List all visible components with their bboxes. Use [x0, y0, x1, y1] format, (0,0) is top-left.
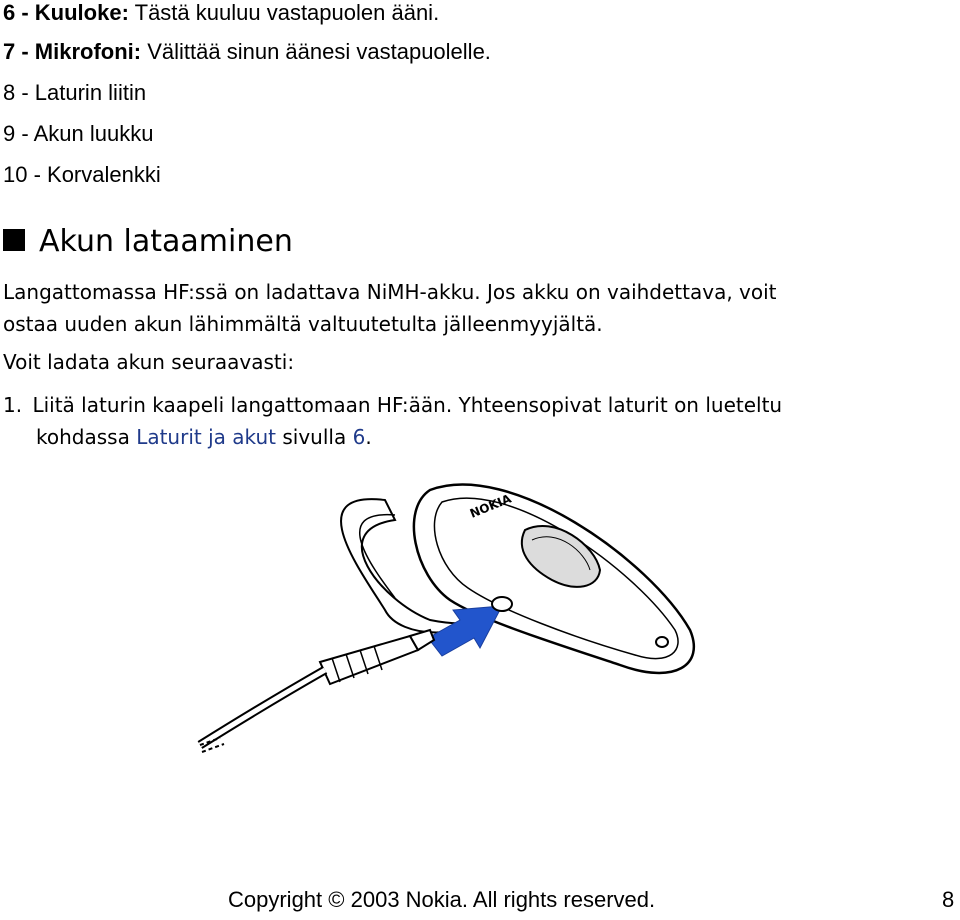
paragraph-1-line-2: ostaa uuden akun lähimmältä valtuutetulta jälleenmyyjältä. — [3, 312, 603, 336]
part-6 — [3, 0, 439, 26]
page-number: 8 — [942, 887, 955, 912]
copyright-symbol: © — [328, 887, 345, 912]
copyright-footer: Copyright © 2003 Nokia. All rights reserved. — [228, 887, 656, 912]
paragraph-2: Voit ladata akun seuraavasti: — [3, 350, 295, 374]
charger-socket — [492, 597, 512, 611]
part-6-term: 6 - Kuuloke: — [3, 0, 129, 25]
step-1-text: Liitä laturin kaapeli langattomaan HF:ään. Yhteensopivat laturit on lueteltu — [32, 393, 783, 417]
step-1-end: . — [365, 425, 372, 449]
paragraph-1-line-1: Langattomassa HF:ssä on ladattava NiMH-akku. Jos akku on vaihdettava, voit — [3, 280, 777, 304]
step-1-line-2 — [36, 425, 372, 449]
step-1-mid: sivulla — [276, 425, 353, 449]
cable-plug — [320, 636, 418, 684]
step-1-number: 1. — [3, 393, 23, 417]
section-title: Akun lataaminen — [39, 224, 293, 259]
part-7-term: 7 - Mikrofoni: — [3, 39, 142, 64]
part-8: 8 - Laturin liitin — [3, 80, 147, 105]
step-1-pre: kohdassa — [36, 425, 137, 449]
part-7 — [3, 39, 491, 65]
part-10: 10 - Korvalenkki — [3, 162, 161, 187]
section-heading — [3, 224, 293, 259]
link-page-6[interactable]: 6 — [352, 425, 366, 449]
brand-logo: NOKIA — [467, 491, 514, 521]
heading-bullet-icon — [3, 229, 25, 251]
link-laturit-ja-akut[interactable]: Laturit ja akut — [136, 425, 276, 449]
step-1-line-1 — [3, 393, 782, 417]
part-9: 9 - Akun luukku — [3, 121, 154, 146]
part-6-desc: Tästä kuuluu vastapuolen ääni. — [128, 0, 440, 25]
indicator-hole — [656, 637, 668, 647]
part-7-desc: Välittää sinun äänesi vastapuolelle. — [141, 39, 491, 64]
headset-charging-illustration — [180, 470, 720, 770]
